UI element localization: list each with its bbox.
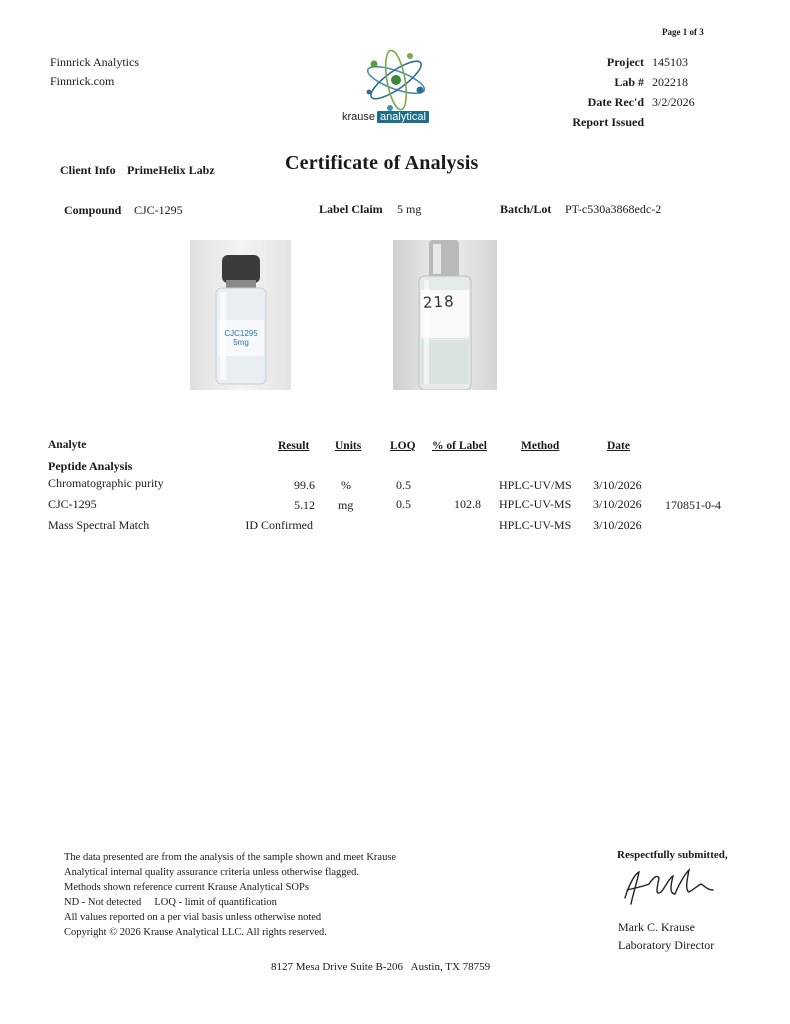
row2-extra: 170851-0-4 — [665, 498, 721, 512]
project-label: Project — [606, 55, 644, 69]
row1-result: 99.6 — [294, 478, 315, 492]
footer-line6: Copyright © 2026 Krause Analytical LLC. All rights reserved. — [64, 927, 327, 938]
header-pct-label: % of Label — [432, 440, 487, 452]
header-method: Method — [521, 440, 560, 452]
page-number: Page 1 of 3 — [662, 27, 704, 37]
row2-method: HPLC-UV-MS — [499, 497, 572, 511]
row3-analyte: Mass Spectral Match — [48, 518, 150, 532]
header-units: Units — [335, 440, 362, 452]
vial-handwritten-number: 218 — [422, 292, 456, 312]
compound-value: CJC-1295 — [134, 203, 183, 217]
row2-units: mg — [338, 498, 354, 512]
lab-value: 202218 — [652, 75, 688, 89]
footer-line5: All values reported on a per vial basis unless otherwise noted — [64, 912, 322, 923]
header-date: Date — [607, 440, 630, 452]
signer-title: Laboratory Director — [618, 938, 715, 952]
label-claim-value: 5 mg — [397, 202, 422, 216]
atom-icon — [340, 45, 452, 111]
row3-method: HPLC-UV-MS — [499, 518, 572, 532]
footer-line4: ND - Not detected LOQ - limit of quantification — [64, 897, 277, 908]
company-name: Finnrick Analytics — [50, 55, 139, 69]
row2-pct: 102.8 — [454, 497, 481, 511]
row2-analyte: CJC-1295 — [48, 497, 97, 511]
logo-word-krause: krause — [342, 111, 376, 123]
logo-word-analytical: analytical — [377, 111, 429, 123]
batch-label: Batch/Lot — [500, 202, 552, 216]
compound-label: Compound — [64, 203, 122, 217]
label-claim-label: Label Claim — [319, 202, 383, 216]
row1-date: 3/10/2026 — [593, 478, 642, 492]
client-info-label: Client Info — [60, 163, 116, 177]
row2-date: 3/10/2026 — [593, 497, 642, 511]
row3-result: ID Confirmed — [245, 518, 313, 532]
signer-name: Mark C. Krause — [618, 920, 695, 934]
document-title: Certificate of Analysis — [285, 152, 479, 174]
date-received-value: 3/2/2026 — [652, 95, 695, 109]
row2-result: 5.12 — [294, 498, 315, 512]
company-website: Finnrick.com — [50, 74, 115, 88]
signature-image — [615, 864, 725, 912]
row3-date: 3/10/2026 — [593, 518, 642, 532]
report-issued-label: Report Issued — [572, 115, 644, 129]
vial-label-line1: CJC1295 — [224, 329, 258, 338]
vial-label-line2: 5mg — [233, 338, 249, 347]
client-info-value: PrimeHelix Labz — [127, 163, 215, 177]
krause-logo — [340, 45, 452, 133]
vial-photo-front — [190, 240, 291, 390]
row2-loq: 0.5 — [396, 497, 411, 511]
respectfully-submitted: Respectfully submitted, — [617, 849, 728, 861]
vial-side-illustration — [393, 240, 497, 390]
lab-address: 8127 Mesa Drive Suite B-206 Austin, TX 78759 — [271, 961, 491, 973]
project-value: 145103 — [652, 55, 688, 69]
row1-method: HPLC-UV/MS — [499, 478, 572, 492]
batch-value: PT-c530a3868edc-2 — [565, 202, 662, 216]
vial-illustration — [190, 240, 291, 390]
vial-label — [221, 329, 261, 347]
header-result: Result — [278, 440, 310, 452]
header-loq: LOQ — [390, 440, 416, 452]
vial-photo-side — [393, 240, 497, 390]
row1-analyte: Chromatographic purity — [48, 476, 164, 490]
footer-line3: Methods shown reference current Krause Analytical SOPs — [64, 882, 309, 893]
date-received-label: Date Rec'd — [587, 95, 644, 109]
footer-line1: The data presented are from the analysis of the sample shown and meet Krause — [64, 852, 397, 863]
logo-wordmark — [342, 111, 429, 123]
footer-line2: Analytical internal quality assurance criteria unless otherwise flagged. — [64, 867, 360, 878]
header-analyte: Analyte — [48, 439, 87, 451]
lab-label: Lab # — [614, 75, 644, 89]
row1-units: % — [341, 478, 351, 492]
row1-loq: 0.5 — [396, 478, 411, 492]
footer-disclaimer — [64, 850, 396, 940]
section-peptide-analysis: Peptide Analysis — [48, 459, 133, 473]
